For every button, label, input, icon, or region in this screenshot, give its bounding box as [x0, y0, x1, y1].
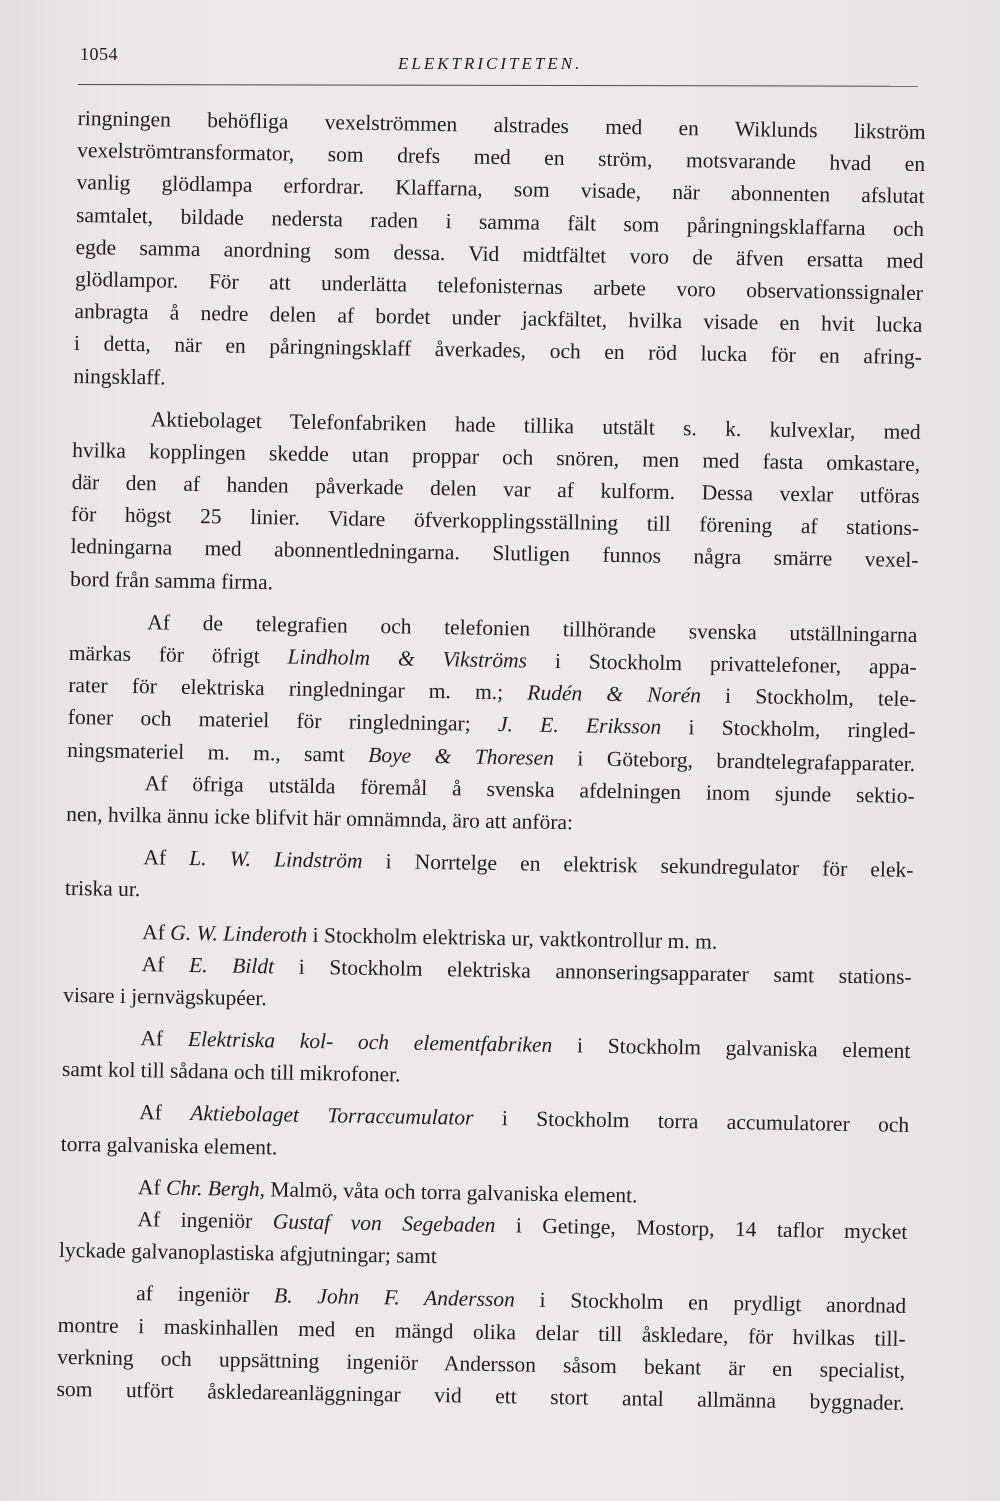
text-line: samt kol till sådana och till mikrofoner. — [61, 1057, 401, 1087]
text-line: montre i maskinhallen med en mängd olika delar till åskledare, för hvilkas till- — [57, 1312, 906, 1351]
text-run: i Getinge, Mostorp, 14 taflor mycket — [495, 1213, 908, 1244]
person-name: B. John F. Andersson — [273, 1283, 516, 1312]
text-line: verkning och uppsättning ingeniör Andersson såsom bekant är en specialist, — [56, 1344, 906, 1383]
text-line: hvilka kopplingen skedde utan proppar och snören, men med fasta omkastare, — [72, 437, 921, 476]
text-run: i Göteborg, brandtelegrafapparater. — [553, 745, 916, 776]
text-line: för högst 25 linier. Vidare öfverkopplingsställning till förening af stations- — [70, 502, 920, 541]
text-line: visare i jernvägskupéer. — [62, 982, 267, 1011]
text-run: Af ingeniör — [137, 1207, 274, 1234]
text-run: Af — [142, 919, 171, 945]
text-run: i Stockholm elektriska ur, vaktkontrollur m. m. — [307, 922, 718, 954]
text-line: lyckade galvanoplastiska afgjutningar; samt — [58, 1238, 438, 1269]
text-run: i Stockholm privattelefoner, appa- — [526, 648, 917, 679]
body-text — [56, 102, 925, 1419]
text-line: glödlampor. För att underlätta telefonisternas arbete voro observationssignaler — [74, 266, 924, 305]
text-line: vanlig glödlampa erfordrar. Klaffarna, som visade, när abonnenten afslutat — [76, 170, 925, 209]
text-line: Af de telegrafien och telefonien tillhörande svenska utställningarna — [147, 610, 918, 647]
text-run: i Stockholm torra accumulatorer och — [473, 1106, 910, 1138]
text-line: Af öfriga utstälda föremål å svenska afdelningen inom sjunde sektio- — [144, 770, 915, 808]
person-name: Gustaf von Segebaden — [272, 1209, 496, 1238]
text-run: Af — [141, 951, 190, 977]
text-run: i Norrtelge en elektrisk sekundregulator för elek- — [362, 848, 914, 883]
text-run: Malmö, våta och torra galvaniska element. — [264, 1177, 638, 1208]
text-line: nen, hvilka ännu icke blifvit här omnämnda, äro att anföra: — [65, 801, 574, 835]
text-line: Aktiebolaget Telefonfabriken hade tillika utstält s. k. kulvexlar, med — [150, 406, 921, 444]
text-run: i Stockholm en prydligt anordnad — [514, 1287, 907, 1319]
company-name: Rudén & Norén — [527, 680, 702, 708]
header-rule — [78, 84, 918, 87]
text-run: af ingeniör — [136, 1281, 275, 1308]
text-line: ringningen behöfliga vexelströmmen alstrades med en Wiklunds likström — [77, 105, 926, 145]
text-line: där den af handen påverkade delen var af kulform. Dessa vexlar utföras — [71, 470, 920, 509]
text-run: i Stockholm galvaniska element — [552, 1033, 911, 1063]
text-line: egde samma anordning som dessa. Vid midtfältet voro de äfven ersatta med — [75, 234, 924, 273]
text-run: Af — [140, 1026, 189, 1052]
company-name: Chr. Bergh, — [165, 1175, 266, 1202]
running-title: ELEKTRICITETEN. — [398, 54, 583, 73]
company-name: E. Bildt — [188, 952, 275, 979]
text-run: Af — [137, 1174, 167, 1200]
text-run: i Stockholm, ringled- — [661, 715, 916, 744]
text-run: Af — [139, 1100, 191, 1126]
text-run: ningsmateriel m. m., samt — [67, 737, 369, 767]
text-run: märkas för öfrigt — [68, 640, 288, 669]
company-name: L. W. Lindström — [189, 846, 363, 873]
text-line: som utfört åskledareanläggningar vid ett stort antal allmänna byggnader. — [56, 1376, 905, 1415]
text-line: triska ur. — [64, 876, 141, 902]
text-line: samtalet, bildade nedersta raden i samma fält som påringningsklaffarna och — [75, 202, 925, 241]
company-name: Boye & Thoresen — [367, 742, 555, 770]
company-name: Aktiebolaget Torraccumulator — [190, 1101, 474, 1131]
text-run: foner och materiel för ringledningar; — [67, 705, 499, 737]
text-line: anbragta å nedre delen af bordet under jackfältet, hvilka visade en hvit lucka — [74, 299, 923, 338]
text-line: ledningarna med abonnentledningarna. Slutligen funnos några smärre vexel- — [70, 534, 919, 573]
company-name: J. E. Eriksson — [497, 712, 662, 740]
text-line: ningsklaff. — [73, 363, 166, 389]
company-name: Lindholm & Vikströms — [287, 644, 528, 673]
page-number: 1054 — [80, 44, 118, 64]
company-name: G. W. Linderoth — [170, 920, 308, 947]
text-run: rater för elektriska ringledningar m. m.; — [68, 673, 528, 705]
text-line: i detta, när en påringningsklaff åverkades, och en röd lucka för en afring- — [73, 331, 923, 370]
company-name: Elektriska kol- och elementfabriken — [187, 1027, 553, 1058]
text-line: torra galvaniska element. — [60, 1131, 278, 1160]
text-line: vexelströmtransformator, som drefs med en ström, motsvarande hvad en — [77, 138, 926, 177]
text-line: bord från samma firma. — [69, 566, 274, 594]
text-run: Af — [143, 845, 190, 871]
text-run: i Stockholm, tele- — [700, 683, 917, 712]
text-run: i Stockholm elektriska annonseringsapparater samt stations- — [273, 954, 912, 989]
